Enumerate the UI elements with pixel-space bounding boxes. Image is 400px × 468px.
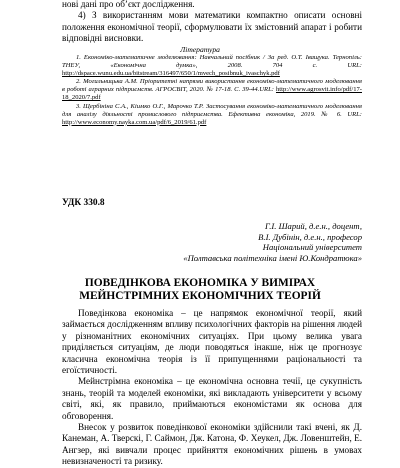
reference-text: 1. Економіко-математичне моделювання: Навчальний посібник / За ред. О.Т. Іващука. Тернопіль: ТНЕУ, «Економічна думка», 2008. 704 с. URL: — [62, 54, 362, 70]
article-title — [0, 277, 400, 302]
reference-link[interactable]: http://www.agrosvit.info/pdf/17-18_2020/7.pdf — [62, 86, 362, 102]
author-line: Г.І. Шарий, д.е.н., доцент, — [265, 221, 362, 231]
reference-text: 3. Щербініна С.А., Кіимко О.Г., Марочко Т.Р. Застосування економіко-математичного моделювання для аналізу діяльності промислового підприємства. Ефективна економіка, 2019. № 6. URL: — [62, 102, 362, 118]
literature-title: Література — [180, 45, 220, 54]
paragraph: Мейнстрімна економіка – це економічна основна течії, це сукупність знань, теорій та моделей економіки, які викладають університети у всьому світі, які, як правило, приймаються економістами як основа для обговорення. — [62, 376, 362, 421]
reference-link[interactable]: http://www.economy.nayka.com.ua/pdf/6_2019/61.pdf — [62, 118, 207, 126]
previous-article-text — [62, 0, 362, 45]
affiliation-line: Національний університет — [262, 242, 362, 253]
title-line: МЕЙНСТРІМНИХ ЕКОНОМІЧНИХ ТЕОРІЙ — [79, 289, 321, 302]
references-list — [62, 54, 362, 127]
reference-item — [62, 103, 362, 127]
paragraph: 4) З використанням мови математики компактно описати основні положення економічної теорії, сформулювати їх змістовний апарат і робити відповідні висновки. — [62, 10, 362, 44]
title-line: ПОВЕДІНКОВА ЕКОНОМІКА У ВИМІРАХ — [84, 277, 316, 289]
paragraph: Внесок у розвиток поведінкової економіки здійснили такі вчені, як Д. Канеман, А. Тверскі, Г. Саймон, Дж. Катона, Ф. Хеукел, Дж. Ловенштейн, Е. Ангзер, які вивчали процес прийняття економічних рішень в умовах невизначеності та ризику. — [62, 422, 362, 467]
affiliation-line: «Полтавська політехніка імені Ю.Кондратюка» — [183, 252, 362, 263]
reference-item — [62, 78, 362, 102]
paragraph: нові дані про об’єкт дослідження. — [62, 0, 195, 9]
udc-code: УДК 330.8 — [62, 198, 105, 208]
reference-text: 2. Могильницька А.М. Пріоритетні напрями використання економіко-математичного моделювання в роботі аграрних підприємств. АГРОСВІТ, 2020. № 17-18. С. 39-44.URL: — [62, 78, 362, 94]
paragraph: Поведінкова економіка – це напрямок економічної теорії, який займається дослідженням впливу психологічних факторів на рішення людей у різноманітних економічних ситуаціях. При цьому велика увага приділяється ситуаціям, де люди поводяться інакше, ніж це прогнозує класична економічна теорія із її припущеннями раціональності та егоїстичності. — [62, 308, 362, 376]
author-line: В.І. Дубінін, д.е.н., професор — [258, 231, 362, 242]
reference-item — [62, 54, 362, 78]
reference-link[interactable]: http://dspace.wunu.edu.ua/bitstream/316497/650/1/mvech_posibnuk_ivaschyk.pdf — [62, 70, 280, 78]
authors-block — [142, 221, 362, 263]
article-body — [62, 308, 362, 468]
